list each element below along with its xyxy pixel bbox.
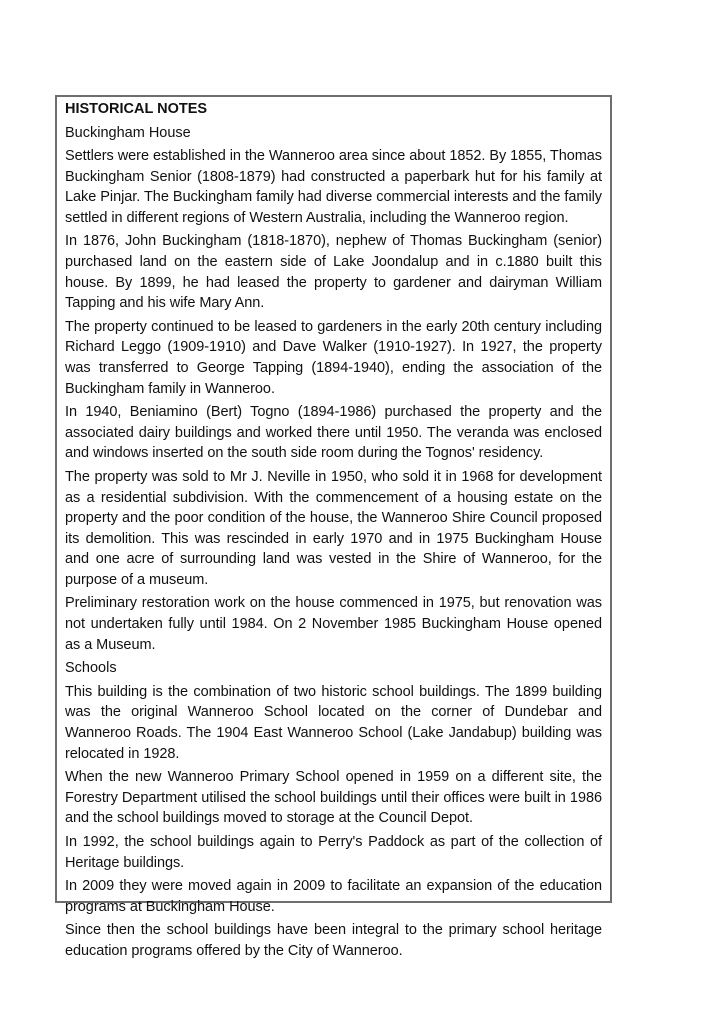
section-heading: Schools (65, 660, 117, 677)
paragraph: In 1992, the school buildings again to Perry's Paddock as part of the collection of Heritage buildings. (65, 833, 602, 871)
paragraph: In 2009 they were moved again in 2009 to facilitate an expansion of the education programs at Buckingham House. (65, 878, 602, 915)
paragraph: The property was sold to Mr J. Neville in 1950, who sold it in 1968 for development as a residential subdivision. With the commencement of a housing estate on the property and the poor condition of the house, the Wanneroo Shire Council proposed its demolition. This was rescinded in early 1970 and in 1975 Buckingham House and one acre of surrounding land was vested in the Shire of Wanneroo, for the purpose of a museum. (65, 468, 602, 588)
section-schools (65, 658, 602, 961)
paragraph: The property continued to be leased to gardeners in the early 20th century including Richard Leggo (1909-1910) and Dave Walker (1910-1927). In 1927, the property was transferred to George Tapping (1894-1940), ending the association of the Buckingham family in Wanneroo. (65, 318, 602, 397)
paragraph: In 1940, Beniamino (Bert) Togno (1894-1986) purchased the property and the associated dairy buildings and worked there until 1950. The veranda was enclosed and windows inserted on the south side room during the Tognos' residency. (65, 404, 602, 462)
document-title: HISTORICAL NOTES (65, 101, 208, 117)
historical-notes-content (57, 97, 610, 961)
paragraph: In 1876, John Buckingham (1818-1870), nephew of Thomas Buckingham (senior) purchased land on the eastern side of Lake Joondalup and in c.1880 built this house. By 1899, he had leased the property to gardener and dairyman William Tapping and his wife Mary Ann. (65, 233, 602, 312)
section-buckingham-house (65, 123, 602, 656)
paragraph: Settlers were established in the Wanneroo area since about 1852. By 1855, Thomas Buckingham Senior (1808-1879) had constructed a paperbark hut for his family at Lake Pinjar. The Buckingham family had diverse commercial interests and the family settled in different regions of Western Australia, including the Wanneroo region. (65, 148, 602, 226)
paragraph: Preliminary restoration work on the house commenced in 1975, but renovation was not undertaken fully until 1984. On 2 November 1985 Buckingham House opened as a Museum. (65, 595, 602, 653)
paragraph: This building is the combination of two historic school buildings. The 1899 building was the original Wanneroo School located on the corner of Dundebar and Wanneroo Roads. The 1904 East Wanneroo School (Lake Jandabup) building was relocated in 1928. (65, 683, 602, 762)
paragraph: Since then the school buildings have been integral to the primary school heritage education programs offered by the City of Wanneroo. (65, 922, 602, 959)
paragraph: When the new Wanneroo Primary School opened in 1959 on a different site, the Forestry Department utilised the school buildings until their offices were built in 1986 and the school buildings moved to storage at the Council Depot. (65, 769, 602, 827)
section-heading: Buckingham House (65, 124, 191, 141)
historical-notes-box (55, 95, 612, 959)
